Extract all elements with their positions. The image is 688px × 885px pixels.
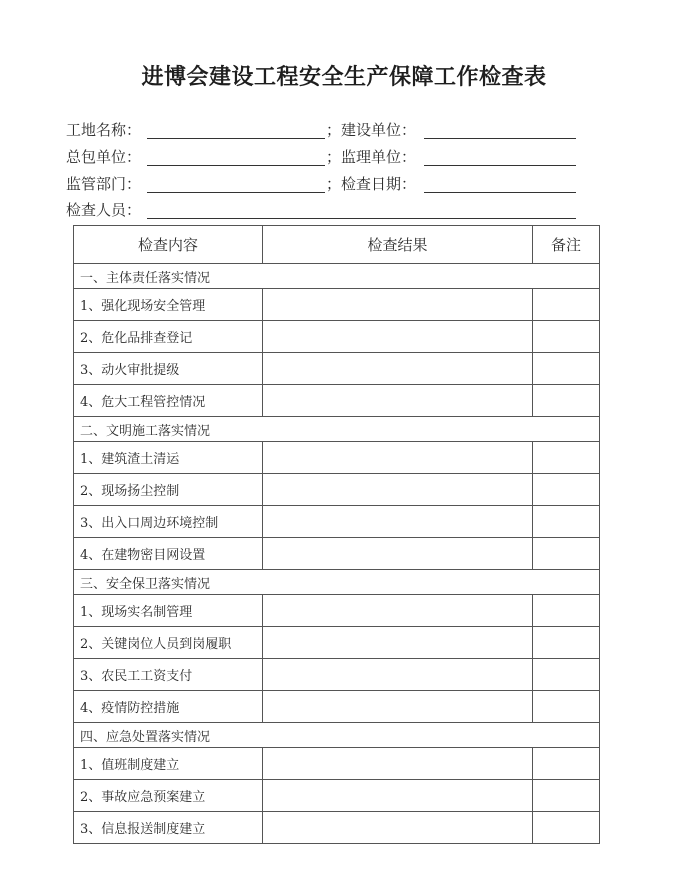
result-cell[interactable]	[263, 474, 533, 506]
section-title: 四、应急处置落实情况	[74, 723, 600, 748]
result-cell[interactable]	[263, 385, 533, 417]
table-row	[74, 321, 600, 353]
item-content: 2、现场扬尘控制	[74, 474, 263, 506]
table-row	[74, 748, 600, 780]
table-row	[74, 353, 600, 385]
remarks-cell[interactable]	[533, 748, 600, 780]
builder-blank[interactable]	[424, 138, 576, 139]
table-row	[74, 659, 600, 691]
remarks-cell[interactable]	[533, 538, 600, 570]
item-content: 4、危大工程管控情况	[74, 385, 263, 417]
remarks-cell[interactable]	[533, 691, 600, 723]
result-cell[interactable]	[263, 812, 533, 844]
item-content: 4、疫情防控措施	[74, 691, 263, 723]
item-content: 1、现场实名制管理	[74, 595, 263, 627]
result-cell[interactable]	[263, 506, 533, 538]
header-content: 检查内容	[74, 226, 263, 264]
result-cell[interactable]	[263, 780, 533, 812]
department-blank[interactable]	[147, 192, 325, 193]
item-content: 2、事故应急预案建立	[74, 780, 263, 812]
supervisor-label: ；监理单位：	[326, 148, 417, 166]
table-row	[74, 385, 600, 417]
item-content: 3、动火审批提级	[74, 353, 263, 385]
remarks-cell[interactable]	[533, 627, 600, 659]
item-content: 3、出入口周边环境控制	[74, 506, 263, 538]
remarks-cell[interactable]	[533, 385, 600, 417]
site-name-blank[interactable]	[147, 138, 325, 139]
remarks-cell[interactable]	[533, 474, 600, 506]
remarks-cell[interactable]	[533, 353, 600, 385]
header-result: 检查结果	[263, 226, 533, 264]
inspect-date-blank[interactable]	[424, 192, 576, 193]
inspect-date-field[interactable]	[326, 174, 586, 196]
section-row	[74, 723, 600, 748]
section-title: 二、文明施工落实情况	[74, 417, 600, 442]
section-row	[74, 417, 600, 442]
item-content: 1、值班制度建立	[74, 748, 263, 780]
inspect-date-label: ；检查日期：	[326, 175, 417, 193]
section-title: 一、主体责任落实情况	[74, 264, 600, 289]
result-cell[interactable]	[263, 595, 533, 627]
result-cell[interactable]	[263, 353, 533, 385]
builder-label: ；建设单位：	[326, 121, 417, 139]
table-row	[74, 506, 600, 538]
checklist-table	[73, 225, 600, 844]
table-row	[74, 627, 600, 659]
remarks-cell[interactable]	[533, 659, 600, 691]
inspector-field[interactable]	[66, 200, 586, 222]
remarks-cell[interactable]	[533, 506, 600, 538]
contractor-blank[interactable]	[147, 165, 325, 166]
result-cell[interactable]	[263, 691, 533, 723]
table-row	[74, 474, 600, 506]
remarks-cell[interactable]	[533, 442, 600, 474]
remarks-cell[interactable]	[533, 812, 600, 844]
form-title: 进博会建设工程安全生产保障工作检查表	[141, 64, 547, 90]
department-field[interactable]	[66, 174, 336, 196]
item-content: 4、在建物密目网设置	[74, 538, 263, 570]
table-row	[74, 538, 600, 570]
site-name-label: 工地名称：	[66, 121, 142, 139]
result-cell[interactable]	[263, 659, 533, 691]
result-cell[interactable]	[263, 289, 533, 321]
remarks-cell[interactable]	[533, 321, 600, 353]
item-content: 1、建筑渣土清运	[74, 442, 263, 474]
item-content: 2、危化品排查登记	[74, 321, 263, 353]
item-content: 2、关键岗位人员到岗履职	[74, 627, 263, 659]
table-row	[74, 595, 600, 627]
remarks-cell[interactable]	[533, 595, 600, 627]
site-name-field[interactable]	[66, 120, 336, 142]
item-content: 3、信息报送制度建立	[74, 812, 263, 844]
result-cell[interactable]	[263, 538, 533, 570]
item-content: 1、强化现场安全管理	[74, 289, 263, 321]
result-cell[interactable]	[263, 627, 533, 659]
table-row	[74, 691, 600, 723]
table-row	[74, 289, 600, 321]
result-cell[interactable]	[263, 748, 533, 780]
remarks-cell[interactable]	[533, 289, 600, 321]
inspector-blank[interactable]	[147, 218, 576, 219]
result-cell[interactable]	[263, 321, 533, 353]
contractor-field[interactable]	[66, 147, 336, 169]
supervisor-blank[interactable]	[424, 165, 576, 166]
table-row	[74, 780, 600, 812]
supervisor-field[interactable]	[326, 147, 586, 169]
table-row	[74, 812, 600, 844]
builder-field[interactable]	[326, 120, 586, 142]
inspector-label: 检查人员：	[66, 201, 142, 219]
remarks-cell[interactable]	[533, 780, 600, 812]
table-row	[74, 442, 600, 474]
department-label: 监管部门：	[66, 175, 142, 193]
section-row	[74, 264, 600, 289]
table-header-row	[74, 226, 600, 264]
section-title: 三、安全保卫落实情况	[74, 570, 600, 595]
section-row	[74, 570, 600, 595]
header-remarks: 备注	[533, 226, 600, 264]
contractor-label: 总包单位：	[66, 148, 142, 166]
item-content: 3、农民工工资支付	[74, 659, 263, 691]
result-cell[interactable]	[263, 442, 533, 474]
